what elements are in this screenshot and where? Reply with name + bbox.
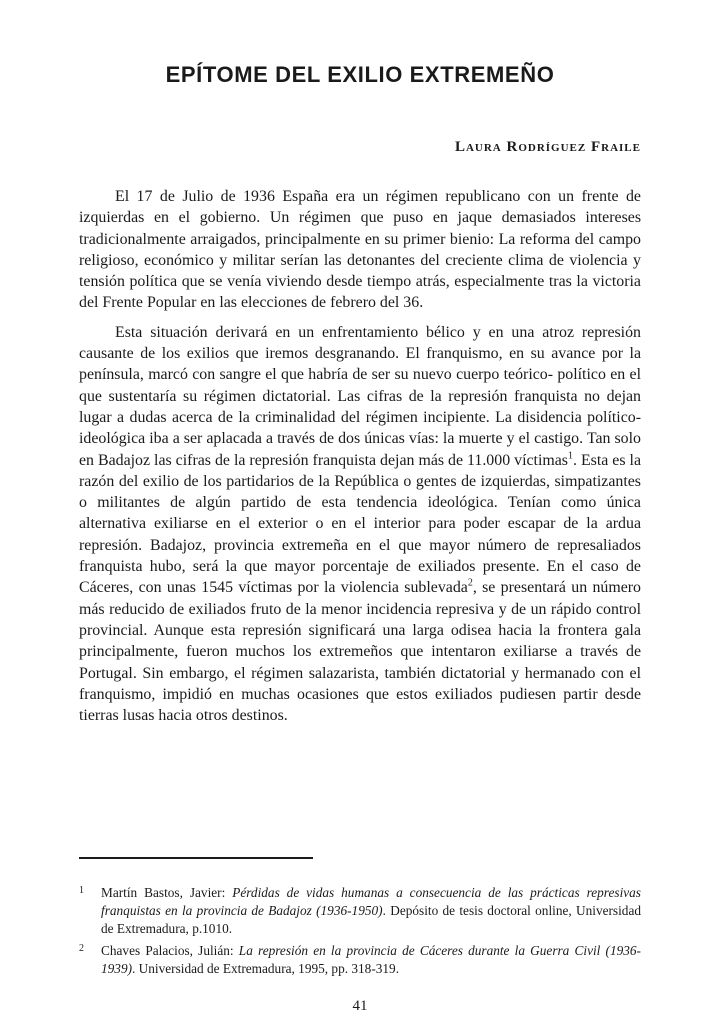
paragraph-text: , se presentará un número más reducido de exiliados fruto de la menor incidencia represiva y de un rápido control provincial. Aunque esta represión significará una larga odisea hacia la frontera gala principalmente, fueron muchos los extremeños que intentaron exiliarse a través de Portugal. Sin embargo, el régimen salazarista, también dictatorial y hermanado con el franquismo, impidió en muchas ocasiones que estos exiliados pudiesen partir desde tierras lusas hacia otros destinos. — [79, 579, 641, 725]
footnote-work-title: La represión en la provincia de Cáceres durante la Guerra Civil (1936-1939) — [101, 942, 641, 976]
article-title: EPÍTOME DEL EXILIO EXTREMEÑO — [165, 62, 555, 87]
page-number: 41 — [352, 998, 368, 1014]
paragraph-1 — [79, 186, 641, 314]
footnote-author: Martín Bastos, Javier: — [101, 885, 233, 900]
footnote-number: 1 — [79, 885, 84, 896]
paragraph-text: El 17 de Julio de 1936 España era un régimen republicano con un frente de izquierdas en el gobierno. Un régimen que puso en jaque demasiados intereses tradicionalmente arraigados, principalmente en su primer bienio: La reforma del campo religioso, económico y militar serían las detonantes del creciente clima de violencia y tensión política que se venía viviendo desde tiempo atrás, especialmente tras la victoria del Frente Popular en las elecciones de febrero del 36. — [79, 188, 641, 312]
footnote-2 — [79, 942, 641, 978]
article-author: Laura Rodríguez Fraile — [454, 139, 641, 155]
footnote-text — [101, 884, 641, 939]
footnote-number: 2 — [79, 942, 84, 954]
footnote-ref-2[interactable]: 2 — [467, 578, 473, 590]
footnotes — [79, 884, 641, 981]
paragraph-2 — [79, 322, 641, 727]
footnote-work-title: Pérdidas de vidas humanas a consecuencia de las prácticas represivas franquistas en la provincia de Badajoz (1936-1950) — [101, 885, 641, 919]
footnote-author: Chaves Palacios, Julián: — [101, 942, 239, 958]
article-body — [79, 186, 641, 734]
footnote-ref-1[interactable]: 1 — [567, 450, 573, 462]
paragraph-text: Esta situación derivará en un enfrentamiento bélico y en una atroz represión causante de los exilios que iremos desgranando. El franquismo, en su avance por la península, marcó con sangre el que habría de ser su nuevo cuerpo teórico- político en el que sustentaría su régimen dictatorial. Las cifras de la represión franquista no dejan lugar a dudas acerca de la criminalidad del régimen incipiente. La disidencia político-ideológica iba a ser aplacada a través de dos únicas vías: la muerte y el castigo. Tan solo en Badajoz las cifras de la represión franquista dejan más de 11.000 víctimas — [79, 323, 641, 469]
paragraph-text: . Esta es la razón del exilio de los partidarios de la República o gentes de izquierdas, simpatizantes o militantes de algún partido de esta tendencia ideológica. Tenían como única alternativa exiliarse en el exterior o en el interior para poder escapar de la ardua represión. Badajoz, provincia extremeña en el que mayor número de represaliados franquista hubo, será la que mayor porcentaje de exiliados presente. En el caso de Cáceres, con unas 1545 víctimas por la violencia sublevada — [79, 451, 641, 597]
footnote-publication: . Universidad de Extremadura, 1995, pp. 318-319. — [132, 960, 400, 976]
footnote-publication: . Depósito de tesis doctoral online, Universidad de Extremadura, p.1010. — [101, 903, 642, 937]
footnote-text — [101, 942, 641, 978]
footnote-divider — [79, 857, 313, 859]
footnote-1 — [79, 884, 641, 939]
